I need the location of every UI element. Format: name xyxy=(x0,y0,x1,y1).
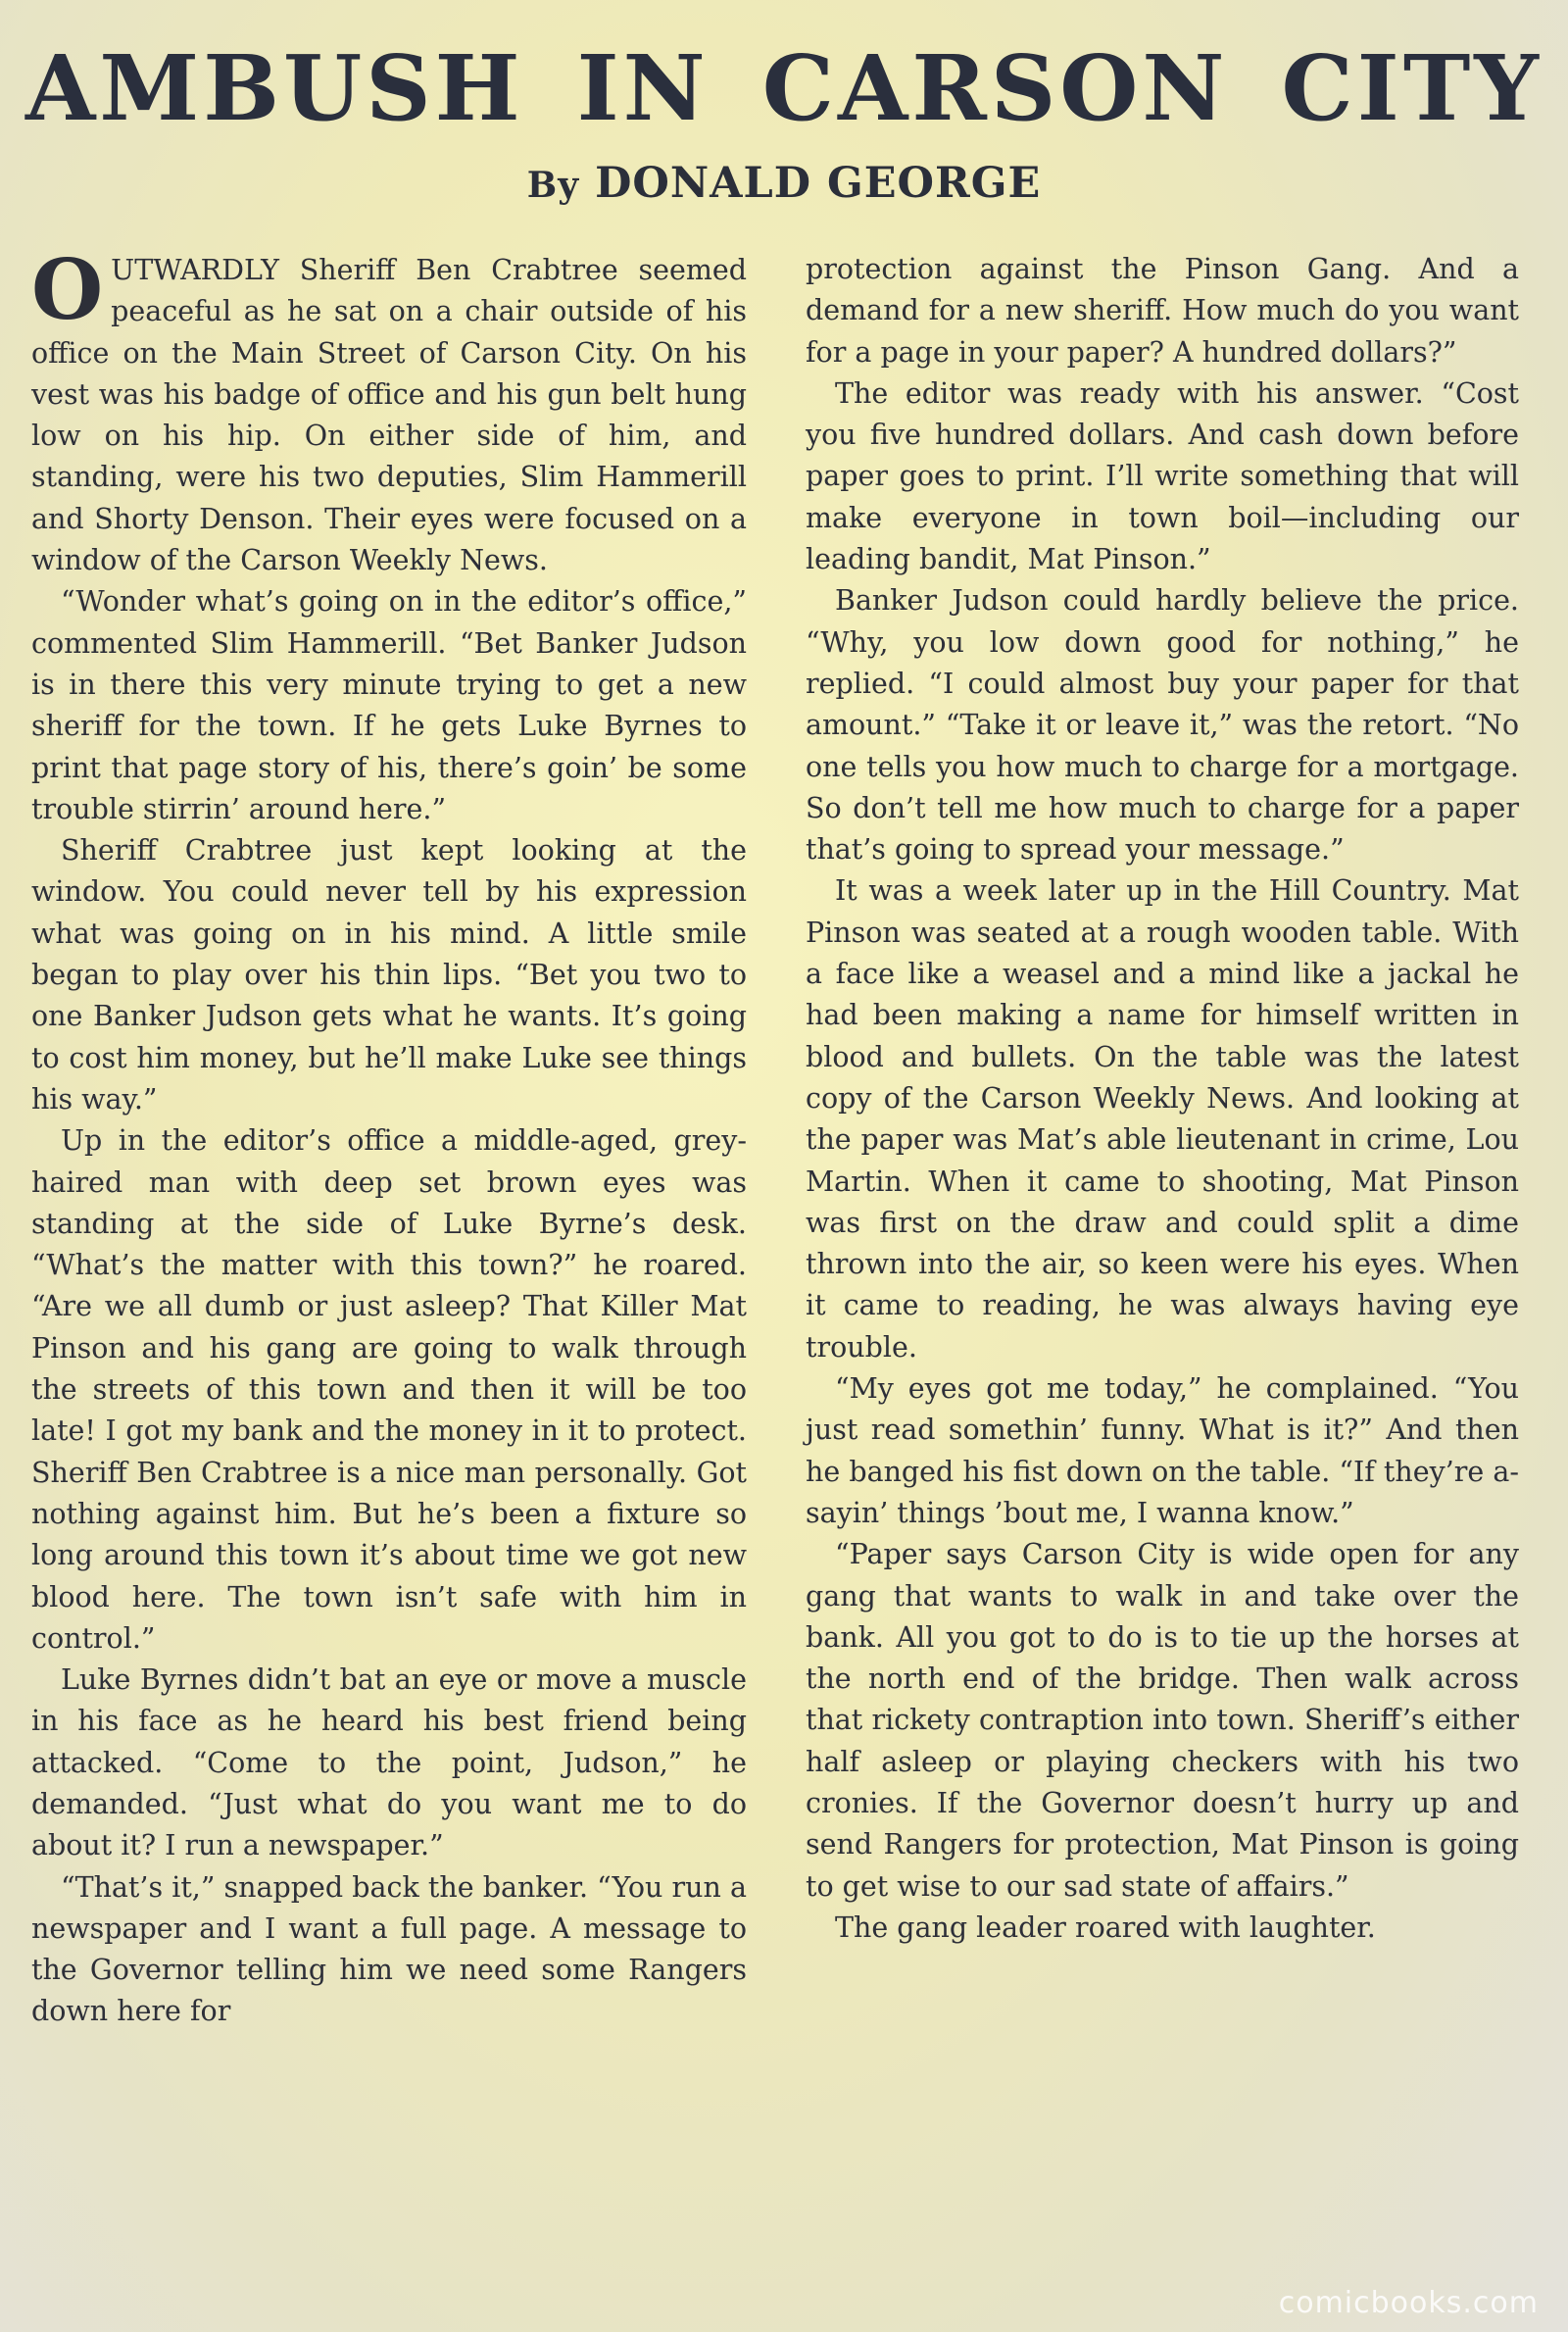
paragraph: “Paper says Carson City is wide open for any gang that wants to walk in and take over the bank. All you got to do is to tie up the horses at the north end of the bridge. Then walk across that rickety contraption into town. Sheriff’s either half asleep or playing checkers with his two cronies. If the Governor doesn’t hurry up and send Rangers for protection, Mat Pinson is going to get wise to our sad state of affairs.” xyxy=(806,1538,1519,1903)
story-title: AMBUSH IN CARSON CITY xyxy=(25,35,1543,141)
paragraph: Banker Judson could hardly believe the price. “Why, you low down good for nothing,” he replied. “I could almost buy your paper for that amount.” “Take it or leave it,” was the retort. “No one tells you how much to charge for a mortgage. So don’t tell me how much to charge for a paper that’s going to spread your message.” xyxy=(806,584,1519,867)
drop-cap: O xyxy=(31,241,104,338)
left-column xyxy=(31,241,747,2033)
paragraph: Sheriff Crabtree just kept looking at the window. You could never tell by his expression what was going on in his mind. A little smile began to play over his thin lips. “Bet you two to one Banker Judson gets what he wants. It’s going to cost him money, but he’ll make Luke see things his way.” xyxy=(31,834,747,1116)
paragraph: It was a week later up in the Hill Country. Mat Pinson was seated at a rough wooden table. With a face like a weasel and a mind like a jackal he had been making a name for himself written in blood and bullets. On the table was the latest copy of the Carson Weekly News. And looking at the paper was Mat’s able lieutenant in crime, Lou Martin. When it came to shooting, Mat Pinson was first on the draw and could split a dime thrown into the air, so keen were his eyes. When it came to reading, he was always having eye trouble. xyxy=(806,874,1519,1364)
paragraph: protection against the Pinson Gang. And a demand for a new sheriff. How much do you want for a page in your paper? A hundred dollars?” xyxy=(806,253,1519,369)
byline-by: By xyxy=(526,165,580,206)
paragraph xyxy=(31,241,747,581)
byline-author: DONALD GEORGE xyxy=(595,159,1042,208)
right-column xyxy=(806,249,1519,1949)
paragraph: “My eyes got me today,” he complained. “You just read somethin’ funny. What is it?” And then he banged his fist down on the table. “If they’re a-sayin’ things ’bout me, I wanna know.” xyxy=(806,1372,1519,1529)
paragraph: The gang leader roared with laughter. xyxy=(835,1910,1376,1944)
paragraph: “Wonder what’s going on in the editor’s office,” commented Slim Hammerill. “Bet Banker Judson is in there this very minute trying to get a new sheriff for the town. If he gets Luke Byrnes to print that page story of his, there’s goin’ be some trouble stirrin’ around here.” xyxy=(31,585,747,825)
paragraph: Luke Byrnes didn’t bat an eye or move a muscle in his face as he heard his best friend being attacked. “Come to the point, Judson,” he demanded. “Just what do you want me to do about it? I run a newspaper.” xyxy=(31,1663,747,1862)
watermark: comicbooks.com xyxy=(1278,2286,1539,2320)
paragraph: “That’s it,” snapped back the banker. “You run a newspaper and I want a full page. A message to the Governor telling him we need some Rangers down here for xyxy=(31,1870,747,2028)
paragraph: The editor was ready with his answer. “Cost you five hundred dollars. And cash down before paper goes to print. I’ll write something that will make everyone in town boil—including our leading bandit, Mat Pinson.” xyxy=(806,376,1519,576)
paragraph: Up in the editor’s office a middle-aged, grey-haired man with deep set brown eyes was standing at the side of Luke Byrne’s desk. “What’s the matter with this town?” he roared. “Are we all dumb or just asleep? That Killer Mat Pinson and his gang are going to walk through the streets of this town and then it will be too late! I got my bank and the money in it to protect. Sheriff Ben Crabtree is a nice man personally. Got nothing against him. But he’s been a fixture so long around this town it’s about time we got new blood here. The town isn’t safe with him in control.” xyxy=(31,1124,747,1655)
paragraph-text: UTWARDLY Sheriff Ben Crabtree seemed peaceful as he sat on a chair outside of his office on the Main Street of Carson City. On his vest was his badge of office and his gun belt hung low on his hip. On either side of him, and standing, were his two deputies, Slim Hammerill and Shorty Denson. Their eyes were focused on a window of the Carson Weekly News. xyxy=(31,254,747,577)
byline xyxy=(0,159,1568,208)
